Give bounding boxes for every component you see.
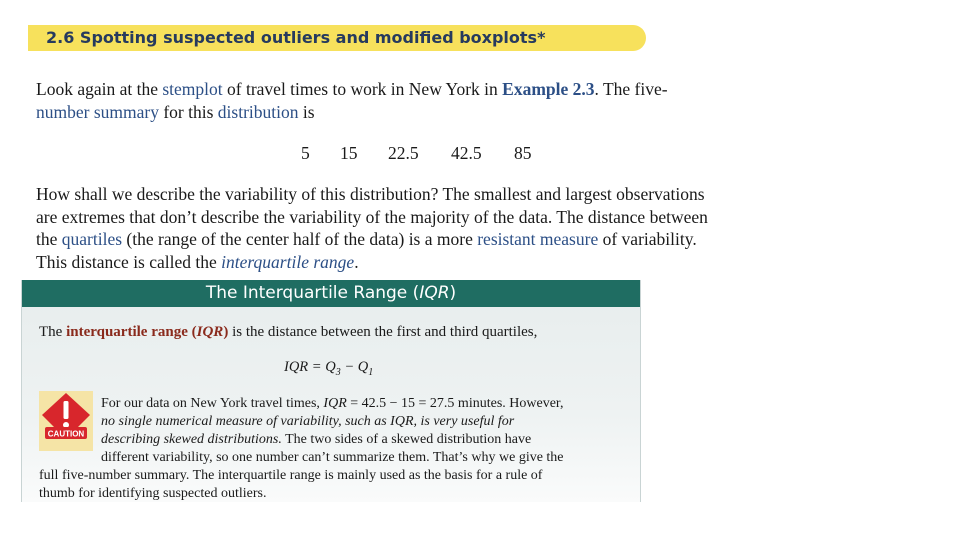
iqr-box-header <box>22 280 640 307</box>
body-text: the <box>36 229 62 250</box>
intro-paragraph <box>36 78 668 123</box>
caution-line-2: no single numerical measure of variability, such as IQR, is very useful for <box>101 414 515 429</box>
caution-line-1 <box>101 395 564 413</box>
formula-part: − Q <box>340 359 369 375</box>
q1-value: 15 <box>340 143 358 163</box>
max-value: 85 <box>514 143 532 163</box>
caution-icon <box>39 391 93 451</box>
def-text: is the distance between the first and third quartiles, <box>228 324 538 340</box>
stemplot-link[interactable]: stemplot <box>162 79 223 99</box>
def-paren: ( <box>187 324 197 340</box>
def-abbr: IQR <box>196 324 224 340</box>
iqr-definition-box <box>21 280 641 502</box>
intro-text: . The five- <box>594 79 668 99</box>
body-text: (the range of the center half of the data) is a more <box>122 229 478 250</box>
body-text: of variability. <box>598 229 697 250</box>
five-number-summary-link[interactable]: number summary <box>36 101 159 122</box>
formula-part: = Q <box>308 359 336 375</box>
variability-line-4 <box>36 251 708 274</box>
intro-text: Look again at the <box>36 79 163 99</box>
iqr-formula <box>284 359 373 378</box>
caution-symbol <box>39 391 93 451</box>
caution-line-3 <box>101 431 531 449</box>
intro-text: of travel times to work in New York in <box>222 79 503 99</box>
def-text: The <box>39 324 67 340</box>
variability-line-1: How shall we describe the variability of this distribution? The smallest and largest observations <box>36 184 705 204</box>
intro-text: for this <box>158 101 218 122</box>
caution-text: The two sides of a skewed distribution have <box>281 432 532 447</box>
header-text: The Interquartile Range ( <box>205 283 420 303</box>
example-link[interactable]: Example 2.3 <box>502 79 595 99</box>
intro-line-1 <box>36 78 668 101</box>
caution-text: describing skewed distributions. <box>101 432 282 447</box>
caution-line-6: thumb for identifying suspected outliers. <box>39 486 267 501</box>
quartiles-link[interactable]: quartiles <box>61 229 123 250</box>
body-text: This distance is called the <box>36 252 222 273</box>
variability-line-3 <box>36 228 708 251</box>
q3-value: 42.5 <box>451 143 482 163</box>
formula-subscript: 3 <box>335 366 341 378</box>
def-paren: ) <box>223 324 229 340</box>
body-text: . <box>354 252 359 273</box>
iqr-definition-text <box>39 323 537 342</box>
median-value: 22.5 <box>388 143 419 163</box>
intro-text: is <box>298 101 315 122</box>
variability-paragraph <box>36 183 708 274</box>
caution-text: = 42.5 − 15 = 27.5 minutes. However, <box>346 396 564 411</box>
resistant-measure-link[interactable]: resistant measure <box>477 229 599 250</box>
formula-subscript: 1 <box>368 366 374 378</box>
caution-text: For our data on New York travel times, <box>101 396 324 411</box>
min-value: 5 <box>301 143 310 163</box>
intro-line-2 <box>36 101 668 124</box>
distribution-link[interactable]: distribution <box>217 101 299 122</box>
header-text: ) <box>449 283 457 303</box>
section-title: 2.6 Spotting suspected outliers and modified boxplots* <box>46 28 546 47</box>
caution-label: CAUTION <box>47 429 85 439</box>
def-term: interquartile range <box>66 324 188 340</box>
formula-part: IQR <box>284 359 309 375</box>
caution-abbr: IQR <box>323 396 347 411</box>
caution-line-5: full five-number summary. The interquartile range is mainly used as the basis for a rule of <box>39 468 543 483</box>
header-abbr: IQR <box>419 283 450 303</box>
iqr-term: interquartile range <box>221 252 355 273</box>
section-heading <box>28 25 646 51</box>
caution-line-4: different variability, so one number can’t summarize them. That’s why we give the <box>101 450 564 465</box>
variability-line-2: are extremes that don’t describe the variability of the majority of the data. The distance between <box>36 206 708 227</box>
